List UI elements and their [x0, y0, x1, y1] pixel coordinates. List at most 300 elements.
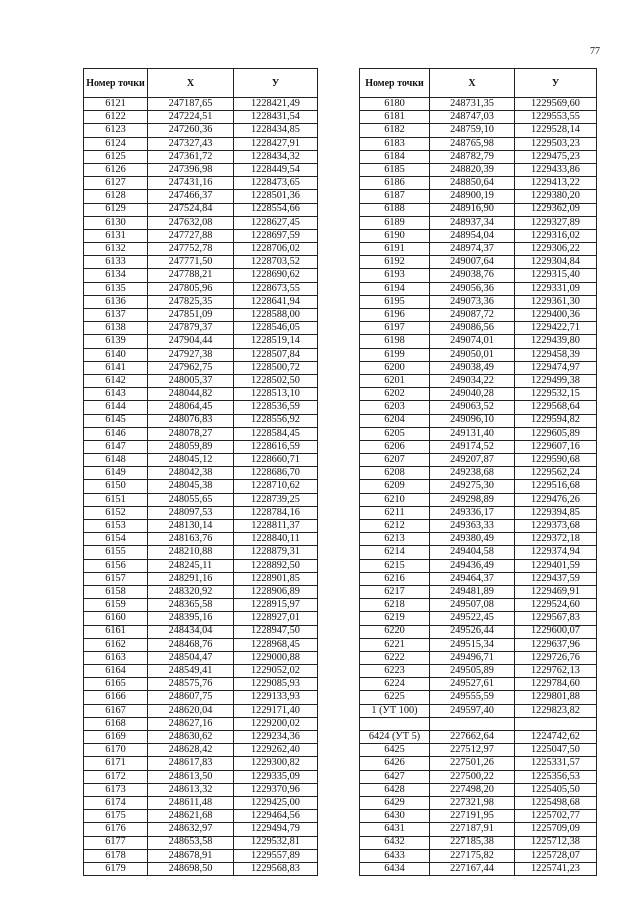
point-number-cell: 6128: [84, 190, 148, 203]
x-coordinate-cell: 248078,27: [148, 427, 234, 440]
point-number-cell: 6188: [360, 203, 430, 216]
y-coordinate-cell: 1229437,59: [515, 572, 597, 585]
table-row: [84, 678, 318, 691]
point-number-cell: 6433: [360, 849, 430, 862]
table-row: [360, 691, 597, 704]
y-coordinate-cell: 1229503,23: [515, 137, 597, 150]
y-coordinate-cell: 1229568,64: [515, 401, 597, 414]
point-number-cell: 6424 (УТ 5): [360, 731, 430, 744]
x-coordinate-cell: 248245,11: [148, 559, 234, 572]
y-coordinate-cell: 1229594,82: [515, 414, 597, 427]
x-coordinate-cell: 248698,50: [148, 862, 234, 875]
point-number-cell: 6186: [360, 177, 430, 190]
point-number-cell: 6163: [84, 651, 148, 664]
table-row: [360, 849, 597, 862]
y-coordinate-cell: 1229567,83: [515, 612, 597, 625]
table-row: [360, 309, 597, 322]
table-row: [360, 678, 597, 691]
table-row: [360, 704, 597, 717]
table-row: [360, 440, 597, 453]
table-row: [84, 414, 318, 427]
point-number-cell: 6181: [360, 111, 430, 124]
x-coordinate-cell: 248617,83: [148, 757, 234, 770]
y-coordinate-cell: 1228901,85: [234, 572, 318, 585]
x-coordinate-cell: 247788,21: [148, 269, 234, 282]
table-row: [84, 638, 318, 651]
x-coordinate-cell: 227662,64: [430, 731, 515, 744]
table-header-row: [84, 69, 318, 98]
x-coordinate-cell: 248045,12: [148, 454, 234, 467]
y-coordinate-cell: 1228427,91: [234, 137, 318, 150]
x-coordinate-cell: 248782,79: [430, 150, 515, 163]
x-coordinate-cell: 248076,83: [148, 414, 234, 427]
x-coordinate-cell: 248064,45: [148, 401, 234, 414]
table-row: [360, 546, 597, 559]
table-body-right: [360, 98, 597, 876]
y-coordinate-cell: 1229553,55: [515, 111, 597, 124]
x-coordinate-cell: 248747,03: [430, 111, 515, 124]
table-row: [360, 203, 597, 216]
point-number-cell: 6184: [360, 150, 430, 163]
x-coordinate-cell: 248653,58: [148, 836, 234, 849]
x-coordinate-cell: 248628,42: [148, 744, 234, 757]
header-point-number: Номер точки: [360, 69, 430, 98]
x-coordinate-cell: 249515,34: [430, 638, 515, 651]
x-coordinate-cell: 247805,96: [148, 282, 234, 295]
table-row: [360, 150, 597, 163]
point-number-cell: 6195: [360, 295, 430, 308]
x-coordinate-cell: 248630,62: [148, 731, 234, 744]
x-coordinate-cell: 249526,44: [430, 625, 515, 638]
point-number-cell: 6430: [360, 810, 430, 823]
point-number-cell: 6203: [360, 401, 430, 414]
x-coordinate-cell: 248130,14: [148, 520, 234, 533]
table-row: [84, 216, 318, 229]
x-coordinate-cell: 248434,04: [148, 625, 234, 638]
y-coordinate-cell: 1229532,81: [234, 836, 318, 849]
table-row: [84, 124, 318, 137]
x-coordinate-cell: 248210,88: [148, 546, 234, 559]
y-coordinate-cell: 1229499,38: [515, 374, 597, 387]
table-row: [360, 625, 597, 638]
table-row: [84, 546, 318, 559]
table-row: [360, 361, 597, 374]
y-coordinate-cell: 1228686,70: [234, 467, 318, 480]
point-number-cell: 6217: [360, 585, 430, 598]
x-coordinate-cell: 248005,37: [148, 374, 234, 387]
point-number-cell: 6134: [84, 269, 148, 282]
y-coordinate-cell: 1225047,50: [515, 744, 597, 757]
table-row: [84, 137, 318, 150]
point-number-cell: 6158: [84, 585, 148, 598]
point-number-cell: 6172: [84, 770, 148, 783]
point-number-cell: 6425: [360, 744, 430, 757]
point-number-cell: 6223: [360, 665, 430, 678]
point-number-cell: 6147: [84, 440, 148, 453]
y-coordinate-cell: 1229380,20: [515, 190, 597, 203]
y-coordinate-cell: 1229361,30: [515, 295, 597, 308]
x-coordinate-cell: 247466,37: [148, 190, 234, 203]
point-number-cell: 6212: [360, 520, 430, 533]
y-coordinate-cell: 1225728,07: [515, 849, 597, 862]
y-coordinate-cell: 1228706,02: [234, 243, 318, 256]
x-coordinate-cell: 248627,16: [148, 717, 234, 730]
y-coordinate-cell: 1229372,18: [515, 533, 597, 546]
point-number-cell: 6426: [360, 757, 430, 770]
y-coordinate-cell: 1229823,82: [515, 704, 597, 717]
y-coordinate-cell: 1229300,82: [234, 757, 318, 770]
coordinates-table-left: [83, 68, 318, 876]
table-row: [360, 467, 597, 480]
y-coordinate-cell: 1229562,24: [515, 467, 597, 480]
point-number-cell: 6155: [84, 546, 148, 559]
point-number-cell: 6209: [360, 480, 430, 493]
point-number-cell: 6199: [360, 348, 430, 361]
table-row: [84, 665, 318, 678]
point-number-cell: 6152: [84, 506, 148, 519]
point-number-cell: 6215: [360, 559, 430, 572]
y-coordinate-cell: 1229374,94: [515, 546, 597, 559]
y-coordinate-cell: 1229532,15: [515, 388, 597, 401]
point-number-cell: 6190: [360, 229, 430, 242]
y-coordinate-cell: 1229315,40: [515, 269, 597, 282]
table-row: [84, 691, 318, 704]
y-coordinate-cell: 1228915,97: [234, 599, 318, 612]
y-coordinate-cell: 1229494,79: [234, 823, 318, 836]
x-coordinate-cell: 249380,49: [430, 533, 515, 546]
y-coordinate-cell: 1228673,55: [234, 282, 318, 295]
y-coordinate-cell: 1228434,32: [234, 150, 318, 163]
table-row: [360, 520, 597, 533]
table-row: [360, 335, 597, 348]
table-body-left: [84, 98, 318, 876]
x-coordinate-cell: 248937,34: [430, 216, 515, 229]
y-coordinate-cell: 1229469,91: [515, 585, 597, 598]
x-coordinate-cell: 247224,51: [148, 111, 234, 124]
y-coordinate-cell: 1228584,45: [234, 427, 318, 440]
point-number-cell: 6156: [84, 559, 148, 572]
table-row: [360, 427, 597, 440]
table-row: [360, 717, 597, 730]
table-row: [84, 427, 318, 440]
point-number-cell: 6219: [360, 612, 430, 625]
table-row: [84, 111, 318, 124]
header-y: У: [234, 69, 318, 98]
x-coordinate-cell: 248042,38: [148, 467, 234, 480]
table-row: [360, 348, 597, 361]
y-coordinate-cell: 1228501,36: [234, 190, 318, 203]
point-number-cell: 6432: [360, 836, 430, 849]
point-number-cell: 6169: [84, 731, 148, 744]
x-coordinate-cell: 248916,90: [430, 203, 515, 216]
point-number-cell: 6179: [84, 862, 148, 875]
table-row: [360, 111, 597, 124]
table-row: [360, 770, 597, 783]
x-coordinate-cell: 247771,50: [148, 256, 234, 269]
x-coordinate-cell: 249298,89: [430, 493, 515, 506]
x-coordinate-cell: 227498,20: [430, 783, 515, 796]
y-coordinate-cell: 1228473,65: [234, 177, 318, 190]
y-coordinate-cell: 1229474,97: [515, 361, 597, 374]
table-row: [360, 783, 597, 796]
y-coordinate-cell: 1229133,93: [234, 691, 318, 704]
point-number-cell: 6192: [360, 256, 430, 269]
point-number-cell: 6173: [84, 783, 148, 796]
x-coordinate-cell: 249086,56: [430, 322, 515, 335]
table-row: [84, 282, 318, 295]
table-row: [360, 796, 597, 809]
table-row: [360, 493, 597, 506]
y-coordinate-cell: 1229085,93: [234, 678, 318, 691]
x-coordinate-cell: 248765,98: [430, 137, 515, 150]
point-number-cell: 6127: [84, 177, 148, 190]
x-coordinate-cell: 227321,98: [430, 796, 515, 809]
y-coordinate-cell: 1229475,23: [515, 150, 597, 163]
table-row: [360, 282, 597, 295]
table-row: [84, 849, 318, 862]
point-number-cell: 6135: [84, 282, 148, 295]
point-number-cell: 6137: [84, 309, 148, 322]
y-coordinate-cell: 1228588,00: [234, 309, 318, 322]
x-coordinate-cell: 247361,72: [148, 150, 234, 163]
point-number-cell: 6177: [84, 836, 148, 849]
table-row: [84, 757, 318, 770]
y-coordinate-cell: 1229425,00: [234, 796, 318, 809]
table-row: [360, 585, 597, 598]
table-row: [84, 744, 318, 757]
point-number-cell: 6429: [360, 796, 430, 809]
x-coordinate-cell: 248059,89: [148, 440, 234, 453]
y-coordinate-cell: 1228947,50: [234, 625, 318, 638]
x-coordinate-cell: 249363,33: [430, 520, 515, 533]
table-row: [84, 862, 318, 875]
x-coordinate-cell: 248291,16: [148, 572, 234, 585]
point-number-cell: 6160: [84, 612, 148, 625]
table-row: [360, 401, 597, 414]
x-coordinate-cell: 247260,36: [148, 124, 234, 137]
x-coordinate-cell: 249238,68: [430, 467, 515, 480]
point-number-cell: 6166: [84, 691, 148, 704]
x-coordinate-cell: 249174,52: [430, 440, 515, 453]
point-number-cell: 6165: [84, 678, 148, 691]
x-coordinate-cell: 227501,26: [430, 757, 515, 770]
y-coordinate-cell: 1228739,25: [234, 493, 318, 506]
point-number-cell: 6206: [360, 440, 430, 453]
x-coordinate-cell: 248759,10: [430, 124, 515, 137]
x-coordinate-cell: 249505,89: [430, 665, 515, 678]
table-row: [84, 585, 318, 598]
table-row: [360, 731, 597, 744]
table-row: [360, 480, 597, 493]
y-coordinate-cell: 1228879,31: [234, 546, 318, 559]
x-coordinate-cell: 249040,28: [430, 388, 515, 401]
x-coordinate-cell: 247187,65: [148, 98, 234, 111]
y-coordinate-cell: 1229000,88: [234, 651, 318, 664]
table-row: [84, 361, 318, 374]
x-coordinate-cell: 248678,91: [148, 849, 234, 862]
point-number-cell: 6175: [84, 810, 148, 823]
x-coordinate-cell: 249073,36: [430, 295, 515, 308]
point-number-cell: 6218: [360, 599, 430, 612]
point-number-cell: 6124: [84, 137, 148, 150]
x-coordinate-cell: 249336,17: [430, 506, 515, 519]
x-coordinate-cell: 248632,97: [148, 823, 234, 836]
y-coordinate-cell: 1229801,88: [515, 691, 597, 704]
point-number-cell: 6142: [84, 374, 148, 387]
y-coordinate-cell: 1228627,45: [234, 216, 318, 229]
y-coordinate-cell: 1228927,01: [234, 612, 318, 625]
y-coordinate-cell: 1228703,52: [234, 256, 318, 269]
table-row: [84, 335, 318, 348]
y-coordinate-cell: 1229605,89: [515, 427, 597, 440]
x-coordinate-cell: 249131,40: [430, 427, 515, 440]
table-row: [84, 506, 318, 519]
point-number-cell: 6167: [84, 704, 148, 717]
table-row: [360, 810, 597, 823]
header-y: У: [515, 69, 597, 98]
x-coordinate-cell: 247524,84: [148, 203, 234, 216]
x-coordinate-cell: 249275,30: [430, 480, 515, 493]
x-coordinate-cell: 249522,45: [430, 612, 515, 625]
x-coordinate-cell: 248954,04: [430, 229, 515, 242]
point-number-cell: 6187: [360, 190, 430, 203]
y-coordinate-cell: 1228500,72: [234, 361, 318, 374]
point-number-cell: 6193: [360, 269, 430, 282]
point-number-cell: 6194: [360, 282, 430, 295]
table-row: [84, 256, 318, 269]
x-coordinate-cell: 249436,49: [430, 559, 515, 572]
table-row: [84, 612, 318, 625]
table-row: [360, 124, 597, 137]
x-coordinate-cell: 248395,16: [148, 612, 234, 625]
point-number-cell: 6145: [84, 414, 148, 427]
x-coordinate-cell: 249056,36: [430, 282, 515, 295]
y-coordinate-cell: 1229200,02: [234, 717, 318, 730]
x-coordinate-cell: 247927,38: [148, 348, 234, 361]
y-coordinate-cell: 1229422,71: [515, 322, 597, 335]
table-row: [360, 163, 597, 176]
header-x: X: [148, 69, 234, 98]
table-row: [84, 454, 318, 467]
table-row: [84, 98, 318, 111]
x-coordinate-cell: 248468,76: [148, 638, 234, 651]
y-coordinate-cell: 1228811,37: [234, 520, 318, 533]
x-coordinate-cell: 248900,19: [430, 190, 515, 203]
point-number-cell: 6151: [84, 493, 148, 506]
x-coordinate-cell: 248320,92: [148, 585, 234, 598]
coordinates-table-right: [359, 68, 597, 876]
point-number-cell: 6211: [360, 506, 430, 519]
point-number-cell: 6136: [84, 295, 148, 308]
table-row: [84, 309, 318, 322]
y-coordinate-cell: 1228434,85: [234, 124, 318, 137]
point-number-cell: 6189: [360, 216, 430, 229]
point-number-cell: 1 (УТ 100): [360, 704, 430, 717]
y-coordinate-cell: 1228519,14: [234, 335, 318, 348]
x-coordinate-cell: 249087,72: [430, 309, 515, 322]
y-coordinate-cell: 1228507,84: [234, 348, 318, 361]
table-row: [84, 229, 318, 242]
y-coordinate-cell: 1228449,54: [234, 163, 318, 176]
y-coordinate-cell: 1229327,89: [515, 216, 597, 229]
table-row: [84, 493, 318, 506]
x-coordinate-cell: 249496,71: [430, 651, 515, 664]
table-row: [360, 98, 597, 111]
table-row: [84, 348, 318, 361]
point-number-cell: 6144: [84, 401, 148, 414]
table-row: [84, 480, 318, 493]
x-coordinate-cell: 249404,58: [430, 546, 515, 559]
table-row: [84, 177, 318, 190]
table-row: [360, 322, 597, 335]
table-row: [360, 744, 597, 757]
point-number-cell: 6141: [84, 361, 148, 374]
point-number-cell: 6431: [360, 823, 430, 836]
y-coordinate-cell: 1228697,59: [234, 229, 318, 242]
header-point-number: Номер точки: [84, 69, 148, 98]
x-coordinate-cell: 227512,97: [430, 744, 515, 757]
y-coordinate-cell: 1229052,02: [234, 665, 318, 678]
x-coordinate-cell: 227500,22: [430, 770, 515, 783]
x-coordinate-cell: 248163,76: [148, 533, 234, 546]
x-coordinate-cell: 248607,75: [148, 691, 234, 704]
point-number-cell: 6198: [360, 335, 430, 348]
x-coordinate-cell: 247962,75: [148, 361, 234, 374]
point-number-cell: 6168: [84, 717, 148, 730]
point-number-cell: 6148: [84, 454, 148, 467]
x-coordinate-cell: 247431,16: [148, 177, 234, 190]
y-coordinate-cell: 1229568,83: [234, 862, 318, 875]
x-coordinate-cell: 247825,35: [148, 295, 234, 308]
y-coordinate-cell: 1228536,59: [234, 401, 318, 414]
x-coordinate-cell: 249034,22: [430, 374, 515, 387]
x-coordinate-cell: 248575,76: [148, 678, 234, 691]
y-coordinate-cell: 1229600,07: [515, 625, 597, 638]
x-coordinate-cell: 249207,87: [430, 454, 515, 467]
point-number-cell: 6162: [84, 638, 148, 651]
y-coordinate-cell: 1225498,68: [515, 796, 597, 809]
x-coordinate-cell: 249050,01: [430, 348, 515, 361]
table-row: [84, 269, 318, 282]
y-coordinate-cell: 1229433,86: [515, 163, 597, 176]
y-coordinate-cell: 1229528,14: [515, 124, 597, 137]
point-number-cell: 6133: [84, 256, 148, 269]
y-coordinate-cell: 1229413,22: [515, 177, 597, 190]
table-header-row: [360, 69, 597, 98]
y-coordinate-cell: 1228556,92: [234, 414, 318, 427]
y-coordinate-cell: 1229464,56: [234, 810, 318, 823]
point-number-cell: 6208: [360, 467, 430, 480]
point-number-cell: 6204: [360, 414, 430, 427]
x-coordinate-cell: 248820,39: [430, 163, 515, 176]
x-coordinate-cell: 248850,64: [430, 177, 515, 190]
point-number-cell: 6427: [360, 770, 430, 783]
table-row: [84, 823, 318, 836]
table-row: [360, 836, 597, 849]
point-number-cell: 6139: [84, 335, 148, 348]
point-number-cell: 6207: [360, 454, 430, 467]
y-coordinate-cell: 1225356,53: [515, 770, 597, 783]
point-number-cell: 6182: [360, 124, 430, 137]
point-number-cell: 6129: [84, 203, 148, 216]
point-number-cell: 6159: [84, 599, 148, 612]
y-coordinate-cell: 1229637,96: [515, 638, 597, 651]
x-coordinate-cell: 247904,44: [148, 335, 234, 348]
table-row: [84, 836, 318, 849]
x-coordinate-cell: 249096,10: [430, 414, 515, 427]
point-number-cell: 6153: [84, 520, 148, 533]
point-number-cell: 6191: [360, 243, 430, 256]
